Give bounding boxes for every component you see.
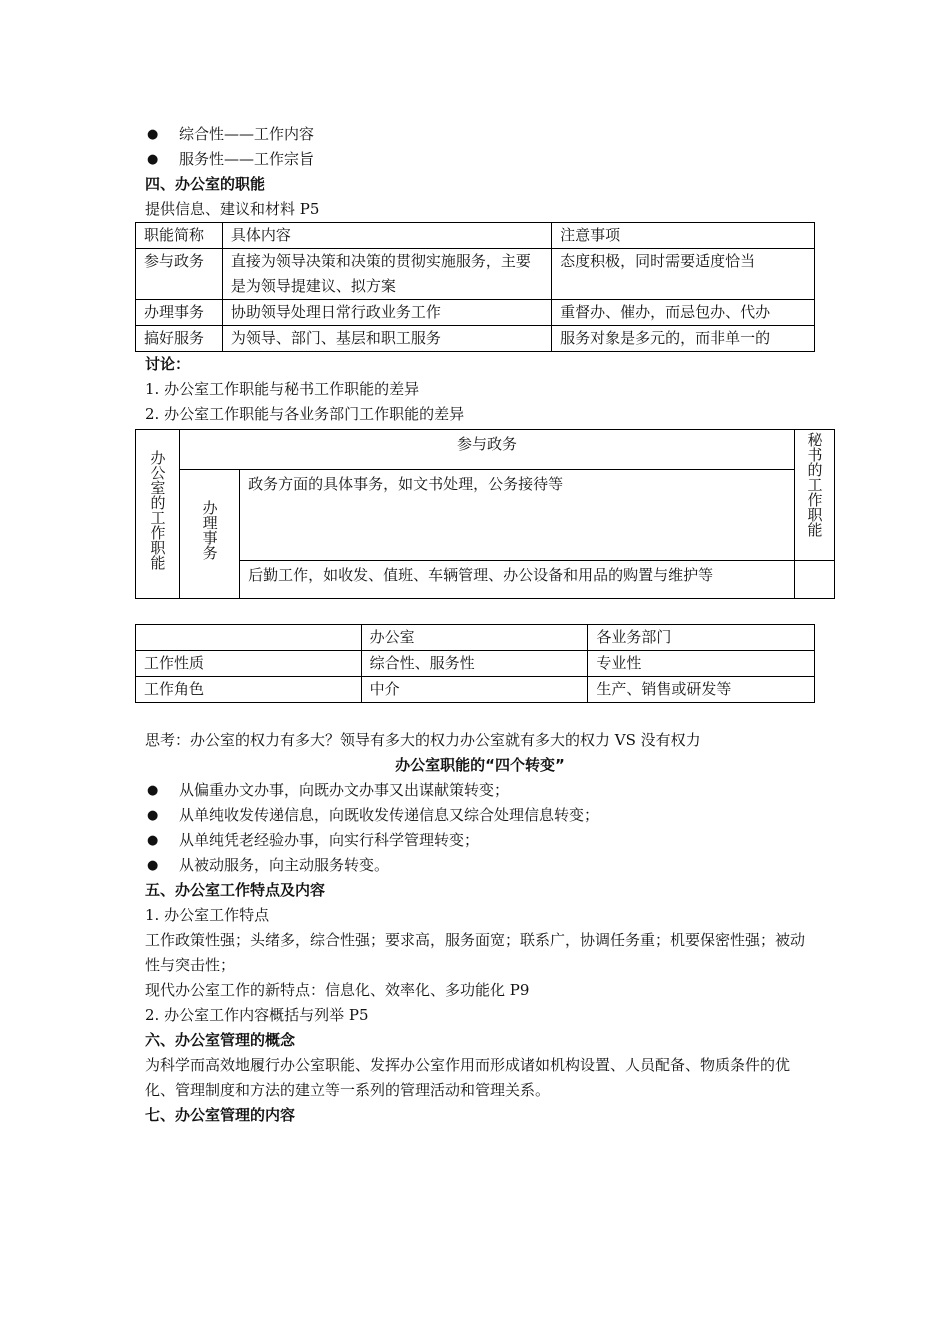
bullet-dot-icon: ● xyxy=(147,833,159,848)
table-row xyxy=(136,651,815,677)
bullet-text: 综合性——工作内容 xyxy=(179,125,315,143)
bullet-text: 服务性——工作宗旨 xyxy=(179,150,315,168)
section-heading-6: 六、办公室管理的概念 xyxy=(145,1031,296,1049)
section5-subheading: 2. 办公室工作内容概括与列举 P5 xyxy=(145,1006,369,1024)
bullet-dot-icon: ● xyxy=(147,858,159,873)
section-heading-4: 四、办公室的职能 xyxy=(145,175,266,193)
section-heading-5: 五、办公室工作特点及内容 xyxy=(145,881,326,899)
section5-paragraph: 现代办公室工作的新特点：信息化、效率化、多功能化 P9 xyxy=(145,981,530,999)
middle-vertical-label: 办理事务 xyxy=(200,500,219,560)
bullet-item xyxy=(145,828,815,853)
table-header-cell: 具体内容 xyxy=(222,223,551,249)
table-cell: 生产、销售或研发等 xyxy=(588,677,815,703)
functions-table xyxy=(135,222,815,352)
table-cell: 工作性质 xyxy=(136,651,362,677)
table-row xyxy=(136,677,815,703)
discussion-heading: 讨论： xyxy=(145,355,191,373)
table-header-cell: 职能简称 xyxy=(136,223,223,249)
table-header-cell xyxy=(136,625,362,651)
department-comparison-table xyxy=(135,624,815,703)
bullet-item xyxy=(145,147,815,172)
empty-cell xyxy=(794,561,834,599)
section5-subheading: 1. 办公室工作特点 xyxy=(145,906,270,924)
left-vertical-label: 办公室的工作职能 xyxy=(148,450,167,570)
table-header-cell: 注意事项 xyxy=(552,223,815,249)
table-cell: 态度积极，同时需要适度恰当 xyxy=(552,249,815,300)
bullet-text: 从被动服务，向主动服务转变。 xyxy=(179,856,390,874)
bullet-text: 从单纯收发传递信息，向既收发传递信息又综合处理信息转变； xyxy=(179,806,600,824)
table-cell: 参与政务 xyxy=(136,249,223,300)
table-cell: 搞好服务 xyxy=(136,326,223,352)
section4-intro: 提供信息、建议和材料 P5 xyxy=(145,200,320,218)
discussion-item: 1. 办公室工作职能与秘书工作职能的差异 xyxy=(145,380,420,398)
discussion-item: 2. 办公室工作职能与各业务部门工作职能的差异 xyxy=(145,405,465,423)
left-vertical-label-cell xyxy=(136,430,180,599)
bullet-item xyxy=(145,803,815,828)
bullet-dot-icon: ● xyxy=(147,808,159,823)
admin-task-cell: 政务方面的具体事务，如文书处理，公务接待等 xyxy=(240,470,795,561)
section6-paragraph: 为科学而高效地履行办公室职能、发挥办公室作用而形成诸如机构设置、人员配备、物质条件的优化、管理制度和方法的建立等一系列的管理活动和管理关系。 xyxy=(145,1056,791,1099)
document-page xyxy=(144,122,824,1128)
table-header-cell: 办公室 xyxy=(361,625,588,651)
table-cell: 专业性 xyxy=(588,651,815,677)
table-row xyxy=(136,249,815,300)
table-row xyxy=(136,326,815,352)
bullet-item xyxy=(145,122,815,147)
top-cell: 参与政务 xyxy=(180,430,795,470)
table-header-row xyxy=(136,625,815,651)
bullet-dot-icon: ● xyxy=(147,152,159,167)
right-vertical-label-cell xyxy=(794,430,834,561)
table-header-cell: 各业务部门 xyxy=(588,625,815,651)
middle-vertical-label-cell xyxy=(180,470,240,599)
thinking-text: 思考：办公室的权力有多大？领导有多大的权力办公室就有多大的权力 VS 没有权力 xyxy=(145,731,701,749)
bullet-dot-icon: ● xyxy=(147,783,159,798)
table-cell: 为领导、部门、基层和职工服务 xyxy=(222,326,551,352)
table-cell: 中介 xyxy=(361,677,588,703)
bullet-dot-icon: ● xyxy=(147,127,159,142)
table-cell: 重督办、催办，而忌包办、代办 xyxy=(552,300,815,326)
section-heading-7: 七、办公室管理的内容 xyxy=(145,1106,296,1124)
table-cell: 办理事务 xyxy=(136,300,223,326)
bullet-item xyxy=(145,853,815,878)
comparison-diagram-table xyxy=(135,429,835,599)
table-cell: 工作角色 xyxy=(136,677,362,703)
section5-paragraph: 工作政策性强；头绪多，综合性强；要求高，服务面宽；联系广，协调任务重；机要保密性强；被动性与突击性； xyxy=(145,931,806,974)
table-cell: 综合性、服务性 xyxy=(361,651,588,677)
right-vertical-label: 秘书的工作职能 xyxy=(805,432,824,537)
table-header-row xyxy=(136,223,815,249)
table-cell: 协助领导处理日常行政业务工作 xyxy=(222,300,551,326)
table-cell: 服务对象是多元的，而非单一的 xyxy=(552,326,815,352)
bullet-text: 从偏重办文办事，向既办文办事又出谋献策转变； xyxy=(179,781,510,799)
logistics-cell: 后勤工作，如收发、值班、车辆管理、办公设备和用品的购置与维护等 xyxy=(240,561,795,599)
bullet-text: 从单纯凭老经验办事，向实行科学管理转变； xyxy=(179,831,480,849)
table-cell: 直接为领导决策和决策的贯彻实施服务，主要是为领导提建议、拟方案 xyxy=(222,249,551,300)
four-changes-title: 办公室职能的“四个转变” xyxy=(395,756,565,774)
table-row xyxy=(136,300,815,326)
bullet-item xyxy=(145,778,815,803)
